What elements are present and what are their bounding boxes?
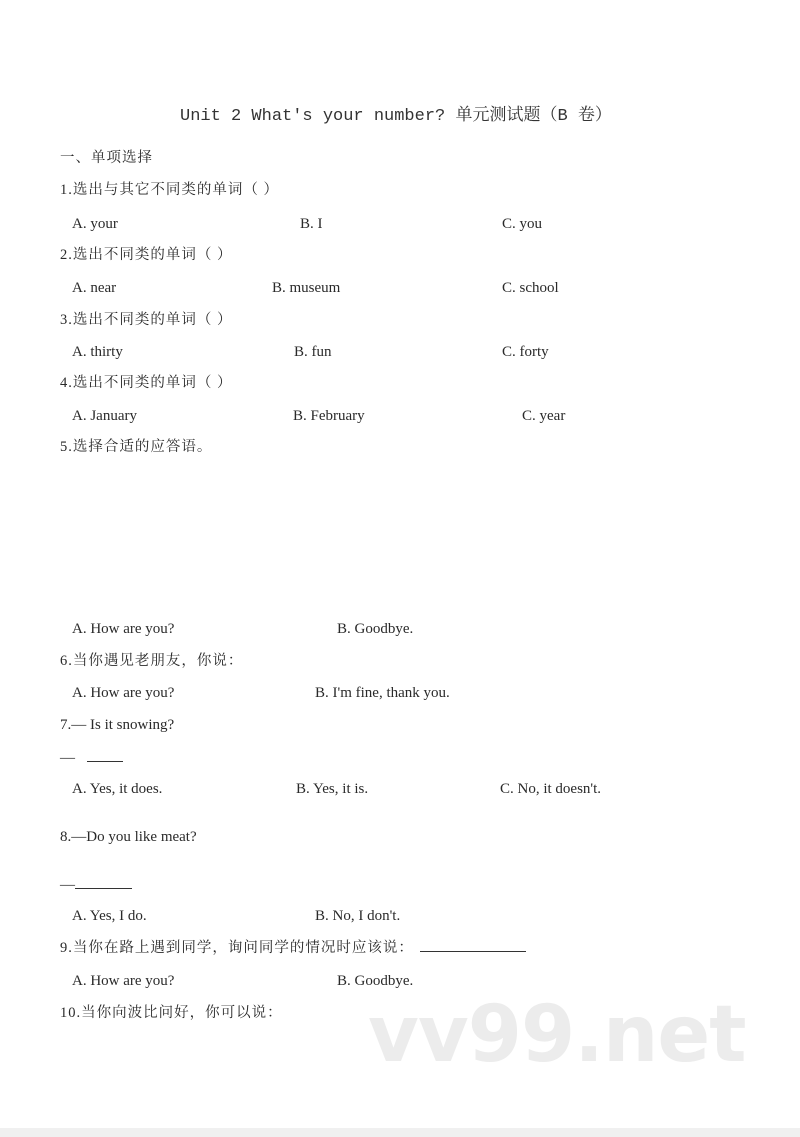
question-9 (60, 939, 526, 957)
answer-line (60, 749, 123, 767)
option-a: A. How are you? (72, 685, 175, 701)
option-b: B. Goodbye. (337, 621, 414, 637)
question-1: 1.选出与其它不同类的单词（ ） (60, 182, 279, 198)
dash: — (60, 877, 75, 893)
question-6: 6.当你遇见老朋友，你说： (60, 653, 244, 669)
question-text: 9.当你在路上遇到同学，询问同学的情况时应该说： (60, 940, 414, 956)
option-b: B. February (293, 408, 365, 424)
answer-line (60, 876, 132, 894)
option-b: B. Yes, it is. (296, 781, 369, 797)
option-a: A. How are you? (72, 621, 175, 637)
option-c: C. year (522, 408, 566, 424)
question-3: 3.选出不同类的单词（ ） (60, 312, 233, 328)
question-2: 2.选出不同类的单词（ ） (60, 247, 233, 263)
answer-blank (420, 939, 526, 952)
option-b: B. I'm fine, thank you. (315, 685, 450, 701)
watermark: vv99.net (368, 990, 746, 1080)
section-heading: 一、单项选择 (60, 150, 153, 166)
question-5: 5.选择合适的应答语。 (60, 439, 213, 455)
option-b: B. fun (294, 344, 332, 360)
question-4: 4.选出不同类的单词（ ） (60, 375, 233, 391)
option-b: B. No, I don't. (315, 908, 401, 924)
question-8: 8.—Do you like meat? (60, 829, 197, 845)
page-title: Unit 2 What's your number? 单元测试题（B 卷） (180, 107, 612, 126)
option-a: A. Yes, I do. (72, 908, 147, 924)
option-a: A. near (72, 280, 117, 296)
option-a: A. thirty (72, 344, 123, 360)
option-a: A. Yes, it does. (72, 781, 163, 797)
question-7: 7.— Is it snowing? (60, 717, 175, 733)
option-a: A. your (72, 216, 118, 232)
option-c: C. forty (502, 344, 549, 360)
dash: — (60, 750, 75, 766)
option-b: B. museum (272, 280, 341, 296)
answer-blank (75, 876, 132, 889)
option-a: A. January (72, 408, 137, 424)
option-b: B. Goodbye. (337, 973, 414, 989)
option-a: A. How are you? (72, 973, 175, 989)
option-c: C. school (502, 280, 559, 296)
option-b: B. I (300, 216, 323, 232)
answer-blank (87, 749, 123, 762)
option-c: C. No, it doesn't. (500, 781, 602, 797)
question-10: 10.当你向波比问好，你可以说： (60, 1005, 283, 1021)
option-c: C. you (502, 216, 543, 232)
page-gap (0, 1128, 800, 1137)
